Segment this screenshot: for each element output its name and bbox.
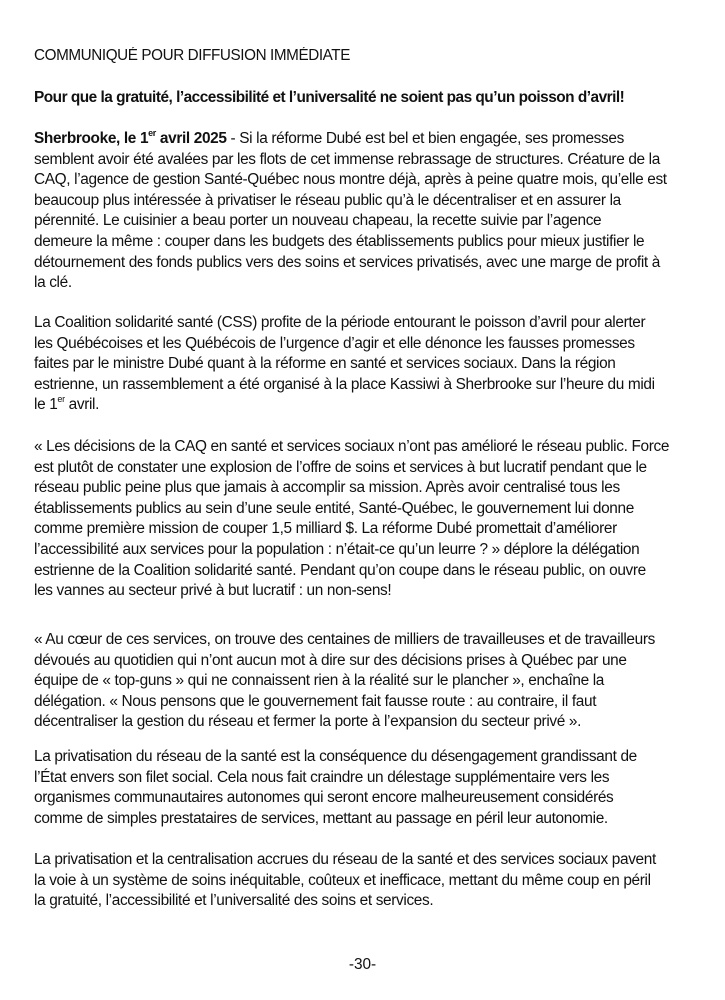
- paragraph-line: la clé.: [34, 274, 72, 292]
- paragraph-line: « Les décisions de la CAQ en santé et services sociaux n’ont pas amélioré le réseau public. Force: [34, 438, 670, 455]
- paragraph-line: l’accessibilité aux services pour la population : n’était-ce qu’un leurre ? » déplore la délégation: [34, 540, 640, 558]
- paragraph-line: la voie à un système de soins inéquitable, coûteux et inefficace, mettant du même coup en péril: [34, 871, 651, 889]
- paragraph-line: réseau public peine plus que jamais à accomplir sa mission. Après avoir centralisé tous les: [34, 479, 620, 497]
- release-title: Pour que la gratuité, l’accessibilité et l’universalité ne soient pas qu’un poisson d’avril!: [34, 89, 625, 106]
- paragraph-line: détournement des fonds publics vers des soins et services privatisés, avec une marge de profit à: [34, 253, 660, 271]
- paragraph-line: estrienne de la Coalition solidarité santé. Pendant qu’on coupe dans le réseau public, on ouvre: [34, 561, 646, 579]
- paragraph-privatisation: [34, 747, 699, 829]
- paragraph-line: beaucoup plus intéressée à privatiser le réseau public qu’à le décentraliser et en assurer la: [34, 191, 621, 209]
- paragraph-line: La privatisation et la centralisation accrues du réseau de la santé et des services sociaux pavent: [34, 851, 656, 868]
- paragraph-line: délégation. « Nous pensons que le gouvernement fait fausse route : au contraire, il faut: [34, 692, 597, 710]
- paragraph-line: faites par le ministre Dubé quant à la réforme en santé et services sociaux. Dans la région: [34, 355, 616, 373]
- paragraph-line: le 1er avril.: [34, 394, 100, 414]
- paragraph-line: établissements publics au sein d’une seule entité, Santé-Québec, le gouvernement lui donne: [34, 499, 634, 517]
- paragraph-quote-workers: [34, 630, 699, 733]
- paragraph-line: La Coalition solidarité santé (CSS) profite de la période entourant le poisson d’avril pour alerter: [34, 314, 646, 331]
- dateline-separator: -: [226, 130, 240, 147]
- paragraph-line: CAQ, l’agence de gestion Santé-Québec nous montre déjà, après à peine quatre mois, qu’elle est: [34, 171, 667, 189]
- paragraph-coalition: [34, 313, 699, 416]
- end-marker: -30-: [348, 956, 377, 973]
- dateline-ordinal: er: [148, 127, 156, 138]
- paragraph-quote-caq: [34, 437, 699, 602]
- paragraph-conclusion: [34, 850, 699, 912]
- dateline-date: avril 2025: [155, 130, 227, 147]
- paragraph-line: comme de simples prestataires de services, mettant au passage en péril leur autonomie.: [34, 809, 608, 827]
- paragraph-intro: [34, 129, 699, 294]
- paragraph-line: l’État envers son filet social. Cela nous fait craindre un délestage supplémentaire vers les: [34, 768, 610, 786]
- paragraph-line: la gratuité, l’accessibilité et l’universalité des soins et services.: [34, 892, 434, 910]
- paragraph-line: les vannes au secteur privé à but lucratif : un non-sens!: [34, 582, 392, 600]
- ordinal-suffix: er: [57, 394, 65, 405]
- paragraph-line: La privatisation du réseau de la santé est la conséquence du désengagement grandissant de: [34, 748, 637, 765]
- paragraph-line: estrienne, un rassemblement a été organisé à la place Kassiwi à Sherbrooke sur l’heure du midi: [34, 375, 655, 393]
- paragraph-line: équipe de « top-guns » qui ne connaissent rien à la réalité sur le plancher », enchaîne la: [34, 672, 604, 690]
- dateline-place: Sherbrooke, le 1: [34, 130, 149, 147]
- dateline: [34, 127, 227, 147]
- paragraph-line: décentraliser la gestion du réseau et fermer la porte à l’expansion du secteur privé ».: [34, 713, 582, 731]
- paragraph-line: les Québécoises et les Québécois de l’urgence d’agir et elle dénonce les fausses promesses: [34, 334, 635, 352]
- paragraph-line: semblent avoir été avalées par les flots de cet immense rebrassage de structures. Créature de la: [34, 150, 660, 168]
- paragraph-line: demeure la même : couper dans les budgets des établissements publics pour mieux justifier le: [34, 232, 645, 250]
- paragraph-line: comme première mission de couper 1,5 milliard $. La réforme Dubé promettait d’améliorer: [34, 520, 617, 538]
- paragraph-line: « Au cœur de ces services, on trouve des centaines de milliers de travailleuses et de travailleurs: [34, 631, 655, 648]
- paragraph-line: pérennité. Le cuisinier a beau porter un nouveau chapeau, la recette suivie par l’agence: [34, 212, 602, 230]
- release-heading: COMMUNIQUÉ POUR DIFFUSION IMMÉDIATE: [34, 47, 350, 64]
- paragraph-line: dévoués au quotidien qui n’ont aucun mot à dire sur des décisions prises à Québec par une: [34, 651, 627, 669]
- paragraph-line: Sherbrooke, le 1er avril 2025 - Si la réforme Dubé est bel et bien engagée, ses promesses: [34, 127, 624, 147]
- paragraph-line: organismes communautaires autonomes qui seront encore malheureusement considérés: [34, 789, 614, 807]
- paragraph-line: est plutôt de constater une explosion de l’offre de soins et services à but lucratif pendant que le: [34, 458, 647, 476]
